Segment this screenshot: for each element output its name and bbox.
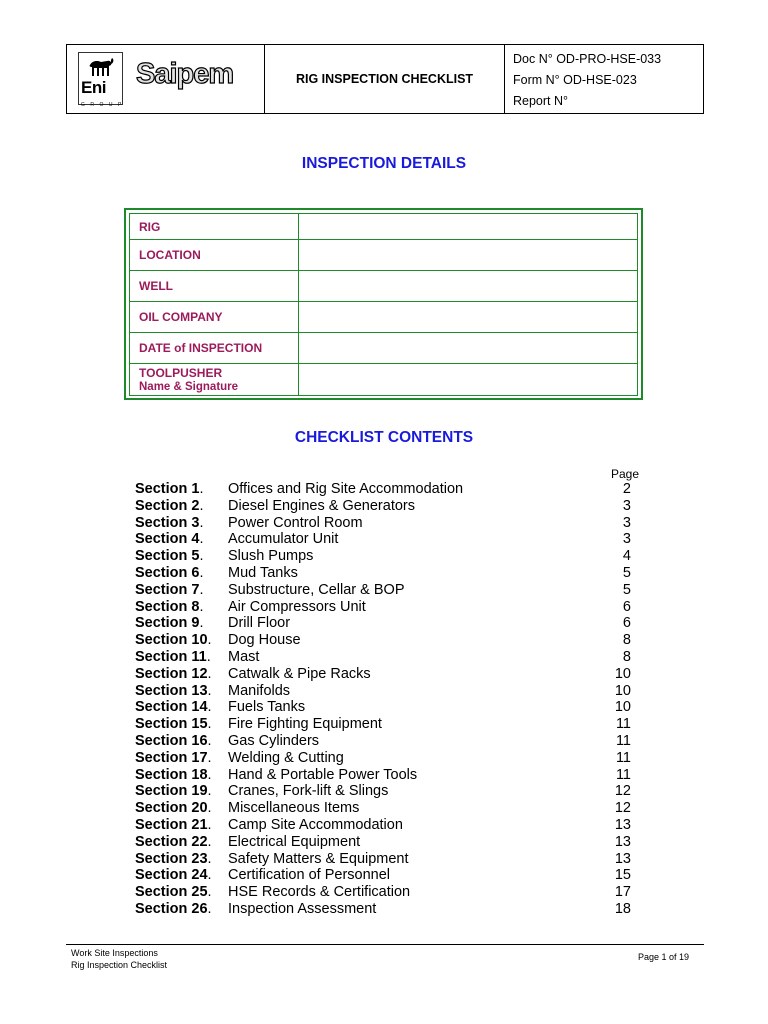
contents-row bbox=[135, 666, 645, 683]
section-label bbox=[135, 783, 212, 800]
contents-row bbox=[135, 498, 645, 515]
details-label: OIL COMPANY bbox=[130, 302, 299, 333]
contents-row bbox=[135, 481, 645, 498]
contents-row bbox=[135, 699, 645, 716]
section-label bbox=[135, 632, 212, 649]
section-dot: . bbox=[199, 564, 204, 581]
contents-row bbox=[135, 767, 645, 784]
section-dot: . bbox=[199, 481, 204, 497]
section-number: Section 20 bbox=[135, 800, 208, 817]
contents-row bbox=[135, 548, 645, 565]
section-dot: . bbox=[199, 514, 204, 531]
section-dot: . bbox=[206, 648, 211, 665]
details-sublabel: Name & Signature bbox=[139, 380, 239, 393]
section-label bbox=[135, 531, 204, 548]
section-dot: . bbox=[199, 615, 204, 632]
section-page: 6 bbox=[622, 615, 631, 632]
section-title: Dog House bbox=[228, 632, 301, 649]
details-label: DATE of INSPECTION bbox=[130, 333, 299, 364]
logo-area bbox=[67, 45, 265, 113]
section-dot: . bbox=[207, 682, 212, 699]
section-number: Section 9 bbox=[135, 615, 200, 632]
section-page: 5 bbox=[622, 564, 631, 581]
section-title: Gas Cylinders bbox=[228, 732, 320, 749]
details-label: RIG bbox=[130, 214, 299, 240]
section-number: Section 21 bbox=[135, 816, 208, 833]
section-page: 13 bbox=[614, 850, 631, 867]
contents-row bbox=[135, 817, 645, 834]
section-dot: . bbox=[207, 732, 212, 749]
section-number: Section 4 bbox=[135, 531, 200, 548]
contents-row bbox=[135, 565, 645, 582]
section-title: Electrical Equipment bbox=[228, 833, 361, 850]
section-title: Mast bbox=[228, 648, 260, 665]
section-label bbox=[135, 767, 212, 784]
section-page: 11 bbox=[615, 716, 631, 733]
section-title: Power Control Room bbox=[228, 514, 363, 531]
contents-row bbox=[135, 615, 645, 632]
section-number: Section 19 bbox=[135, 783, 208, 800]
six-legged-dog-icon bbox=[87, 56, 115, 78]
details-row-well bbox=[130, 271, 638, 302]
section-label bbox=[135, 565, 204, 582]
contents-row bbox=[135, 834, 645, 851]
section-label bbox=[135, 867, 212, 884]
section-page: 11 bbox=[615, 749, 631, 766]
section-label bbox=[135, 716, 212, 733]
toolpusher-signature-field[interactable] bbox=[299, 364, 638, 396]
details-row-oil-company bbox=[130, 302, 638, 333]
section-label bbox=[135, 699, 212, 716]
section-dot: . bbox=[199, 531, 204, 548]
section-number: Section 26 bbox=[135, 900, 208, 917]
section-page: 12 bbox=[614, 783, 631, 800]
section-dot: . bbox=[199, 581, 204, 598]
well-field[interactable] bbox=[299, 271, 638, 302]
section-number: Section 22 bbox=[135, 833, 208, 850]
section-label bbox=[135, 515, 204, 532]
section-number: Section 11 bbox=[135, 648, 207, 665]
section-page: 3 bbox=[622, 497, 631, 514]
section-number: Section 10 bbox=[135, 632, 208, 649]
section-label bbox=[135, 666, 212, 683]
contents-row bbox=[135, 599, 645, 616]
contents-row bbox=[135, 800, 645, 817]
contents-row bbox=[135, 649, 645, 666]
section-label bbox=[135, 481, 204, 498]
section-label bbox=[135, 548, 204, 565]
section-page: 5 bbox=[622, 581, 631, 598]
oil-company-field[interactable] bbox=[299, 302, 638, 333]
section-number: Section 13 bbox=[135, 682, 208, 699]
form-number: Form N° OD-HSE-023 bbox=[513, 73, 637, 87]
section-page: 10 bbox=[614, 682, 631, 699]
section-label bbox=[135, 683, 212, 700]
inspection-details-table bbox=[129, 213, 638, 396]
contents-row bbox=[135, 884, 645, 901]
section-label bbox=[135, 498, 204, 515]
document-title: RIG INSPECTION CHECKLIST bbox=[265, 45, 505, 113]
section-number: Section 5 bbox=[135, 548, 200, 565]
eni-logo-text: Eni bbox=[81, 78, 106, 97]
details-row-date bbox=[130, 333, 638, 364]
footer-left bbox=[71, 947, 167, 971]
section-page: 17 bbox=[614, 884, 631, 901]
section-dot: . bbox=[207, 716, 212, 733]
section-dot: . bbox=[207, 833, 212, 850]
section-page: 13 bbox=[614, 816, 631, 833]
checklist-contents-heading: CHECKLIST CONTENTS bbox=[294, 429, 474, 446]
details-row-rig bbox=[130, 214, 638, 240]
section-page: 11 bbox=[615, 766, 631, 783]
details-label: LOCATION bbox=[130, 240, 299, 271]
document-header bbox=[66, 44, 704, 114]
section-title: Fire Fighting Equipment bbox=[228, 716, 382, 733]
page-column-header: Page bbox=[611, 467, 640, 481]
details-label-toolpusher bbox=[130, 364, 299, 396]
contents-row bbox=[135, 733, 645, 750]
details-label: TOOLPUSHER bbox=[139, 365, 223, 380]
section-label bbox=[135, 615, 204, 632]
section-number: Section 12 bbox=[135, 665, 208, 682]
section-dot: . bbox=[207, 884, 212, 901]
section-number: Section 1 bbox=[135, 481, 200, 497]
section-label bbox=[135, 817, 212, 834]
section-dot: . bbox=[207, 867, 212, 884]
section-title: Offices and Rig Site Accommodation bbox=[228, 481, 464, 497]
section-title: Accumulator Unit bbox=[228, 531, 339, 548]
saipem-logo-text: Saipem bbox=[136, 58, 234, 90]
contents-list bbox=[135, 481, 645, 918]
group-logo-text: GROUP bbox=[81, 102, 127, 108]
section-page: 3 bbox=[622, 514, 631, 531]
contents-row bbox=[135, 867, 645, 884]
contents-row bbox=[135, 716, 645, 733]
section-page: 2 bbox=[622, 481, 631, 497]
section-number: Section 14 bbox=[135, 699, 208, 716]
section-title: Manifolds bbox=[228, 682, 291, 699]
contents-row bbox=[135, 750, 645, 767]
section-number: Section 25 bbox=[135, 884, 208, 901]
contents-row bbox=[135, 632, 645, 649]
section-page: 18 bbox=[614, 900, 631, 917]
section-label bbox=[135, 884, 212, 901]
section-page: 15 bbox=[614, 867, 631, 884]
section-title: Inspection Assessment bbox=[228, 900, 377, 917]
section-dot: . bbox=[207, 766, 212, 783]
section-label bbox=[135, 599, 204, 616]
section-page: 10 bbox=[614, 665, 631, 682]
section-title: Cranes, Fork-lift & Slings bbox=[228, 783, 389, 800]
section-page: 10 bbox=[614, 699, 631, 716]
section-label bbox=[135, 750, 212, 767]
section-number: Section 16 bbox=[135, 732, 208, 749]
section-title: Fuels Tanks bbox=[228, 699, 306, 716]
contents-row bbox=[135, 531, 645, 548]
section-dot: . bbox=[207, 900, 212, 917]
section-title: Diesel Engines & Generators bbox=[228, 497, 415, 514]
section-number: Section 3 bbox=[135, 514, 200, 531]
section-title: Hand & Portable Power Tools bbox=[228, 766, 418, 783]
section-dot: . bbox=[207, 816, 212, 833]
section-label bbox=[135, 649, 211, 666]
section-label bbox=[135, 582, 204, 599]
section-number: Section 17 bbox=[135, 749, 208, 766]
section-label bbox=[135, 834, 212, 851]
section-page: 6 bbox=[622, 598, 631, 615]
section-page: 8 bbox=[622, 648, 631, 665]
contents-row bbox=[135, 683, 645, 700]
section-title: Safety Matters & Equipment bbox=[228, 850, 409, 867]
section-title: Air Compressors Unit bbox=[228, 598, 366, 615]
section-number: Section 18 bbox=[135, 766, 208, 783]
section-label bbox=[135, 851, 212, 868]
contents-row bbox=[135, 582, 645, 599]
section-dot: . bbox=[207, 800, 212, 817]
section-title: Slush Pumps bbox=[228, 548, 314, 565]
section-number: Section 8 bbox=[135, 598, 200, 615]
details-label: WELL bbox=[130, 271, 299, 302]
section-title: Drill Floor bbox=[228, 615, 291, 632]
contents-row bbox=[135, 515, 645, 532]
section-number: Section 6 bbox=[135, 564, 200, 581]
section-number: Section 7 bbox=[135, 581, 200, 598]
report-number: Report N° bbox=[513, 94, 569, 108]
section-dot: . bbox=[199, 598, 204, 615]
section-dot: . bbox=[207, 783, 212, 800]
section-title: Substructure, Cellar & BOP bbox=[228, 581, 405, 598]
footer-divider bbox=[66, 944, 704, 945]
section-dot: . bbox=[207, 632, 212, 649]
location-field[interactable] bbox=[299, 240, 638, 271]
section-dot: . bbox=[199, 548, 204, 565]
section-title: Miscellaneous Items bbox=[228, 800, 360, 817]
footer-line-1: Work Site Inspections bbox=[71, 948, 158, 958]
section-title: Camp Site Accommodation bbox=[228, 816, 403, 833]
footer-page-number: Page 1 of 19 bbox=[638, 952, 690, 962]
section-title: HSE Records & Certification bbox=[228, 884, 411, 901]
section-dot: . bbox=[207, 749, 212, 766]
doc-number: Doc N° OD-PRO-HSE-033 bbox=[513, 52, 662, 66]
section-number: Section 23 bbox=[135, 850, 208, 867]
details-row-toolpusher bbox=[130, 364, 638, 396]
contents-row bbox=[135, 783, 645, 800]
contents-row bbox=[135, 901, 645, 918]
section-page: 4 bbox=[622, 548, 631, 565]
section-page: 12 bbox=[614, 800, 631, 817]
section-page: 11 bbox=[615, 732, 631, 749]
details-row-location bbox=[130, 240, 638, 271]
section-page: 13 bbox=[614, 833, 631, 850]
document-codes bbox=[505, 45, 703, 113]
section-page: 3 bbox=[622, 531, 631, 548]
section-dot: . bbox=[199, 497, 204, 514]
section-dot: . bbox=[207, 850, 212, 867]
section-title: Welding & Cutting bbox=[228, 749, 344, 766]
section-label bbox=[135, 733, 212, 750]
section-number: Section 24 bbox=[135, 867, 208, 884]
rig-field[interactable] bbox=[299, 214, 638, 240]
section-label bbox=[135, 901, 212, 918]
section-title: Mud Tanks bbox=[228, 564, 298, 581]
section-label bbox=[135, 800, 212, 817]
contents-row bbox=[135, 851, 645, 868]
inspection-details-box bbox=[124, 208, 643, 400]
section-page: 8 bbox=[622, 632, 631, 649]
section-number: Section 15 bbox=[135, 716, 208, 733]
section-title: Catwalk & Pipe Racks bbox=[228, 665, 371, 682]
section-dot: . bbox=[207, 665, 212, 682]
section-dot: . bbox=[207, 699, 212, 716]
date-of-inspection-field[interactable] bbox=[299, 333, 638, 364]
section-title: Certification of Personnel bbox=[228, 867, 390, 884]
section-number: Section 2 bbox=[135, 497, 200, 514]
footer-line-2: Rig Inspection Checklist bbox=[71, 960, 168, 970]
inspection-details-heading: INSPECTION DETAILS bbox=[301, 155, 467, 172]
